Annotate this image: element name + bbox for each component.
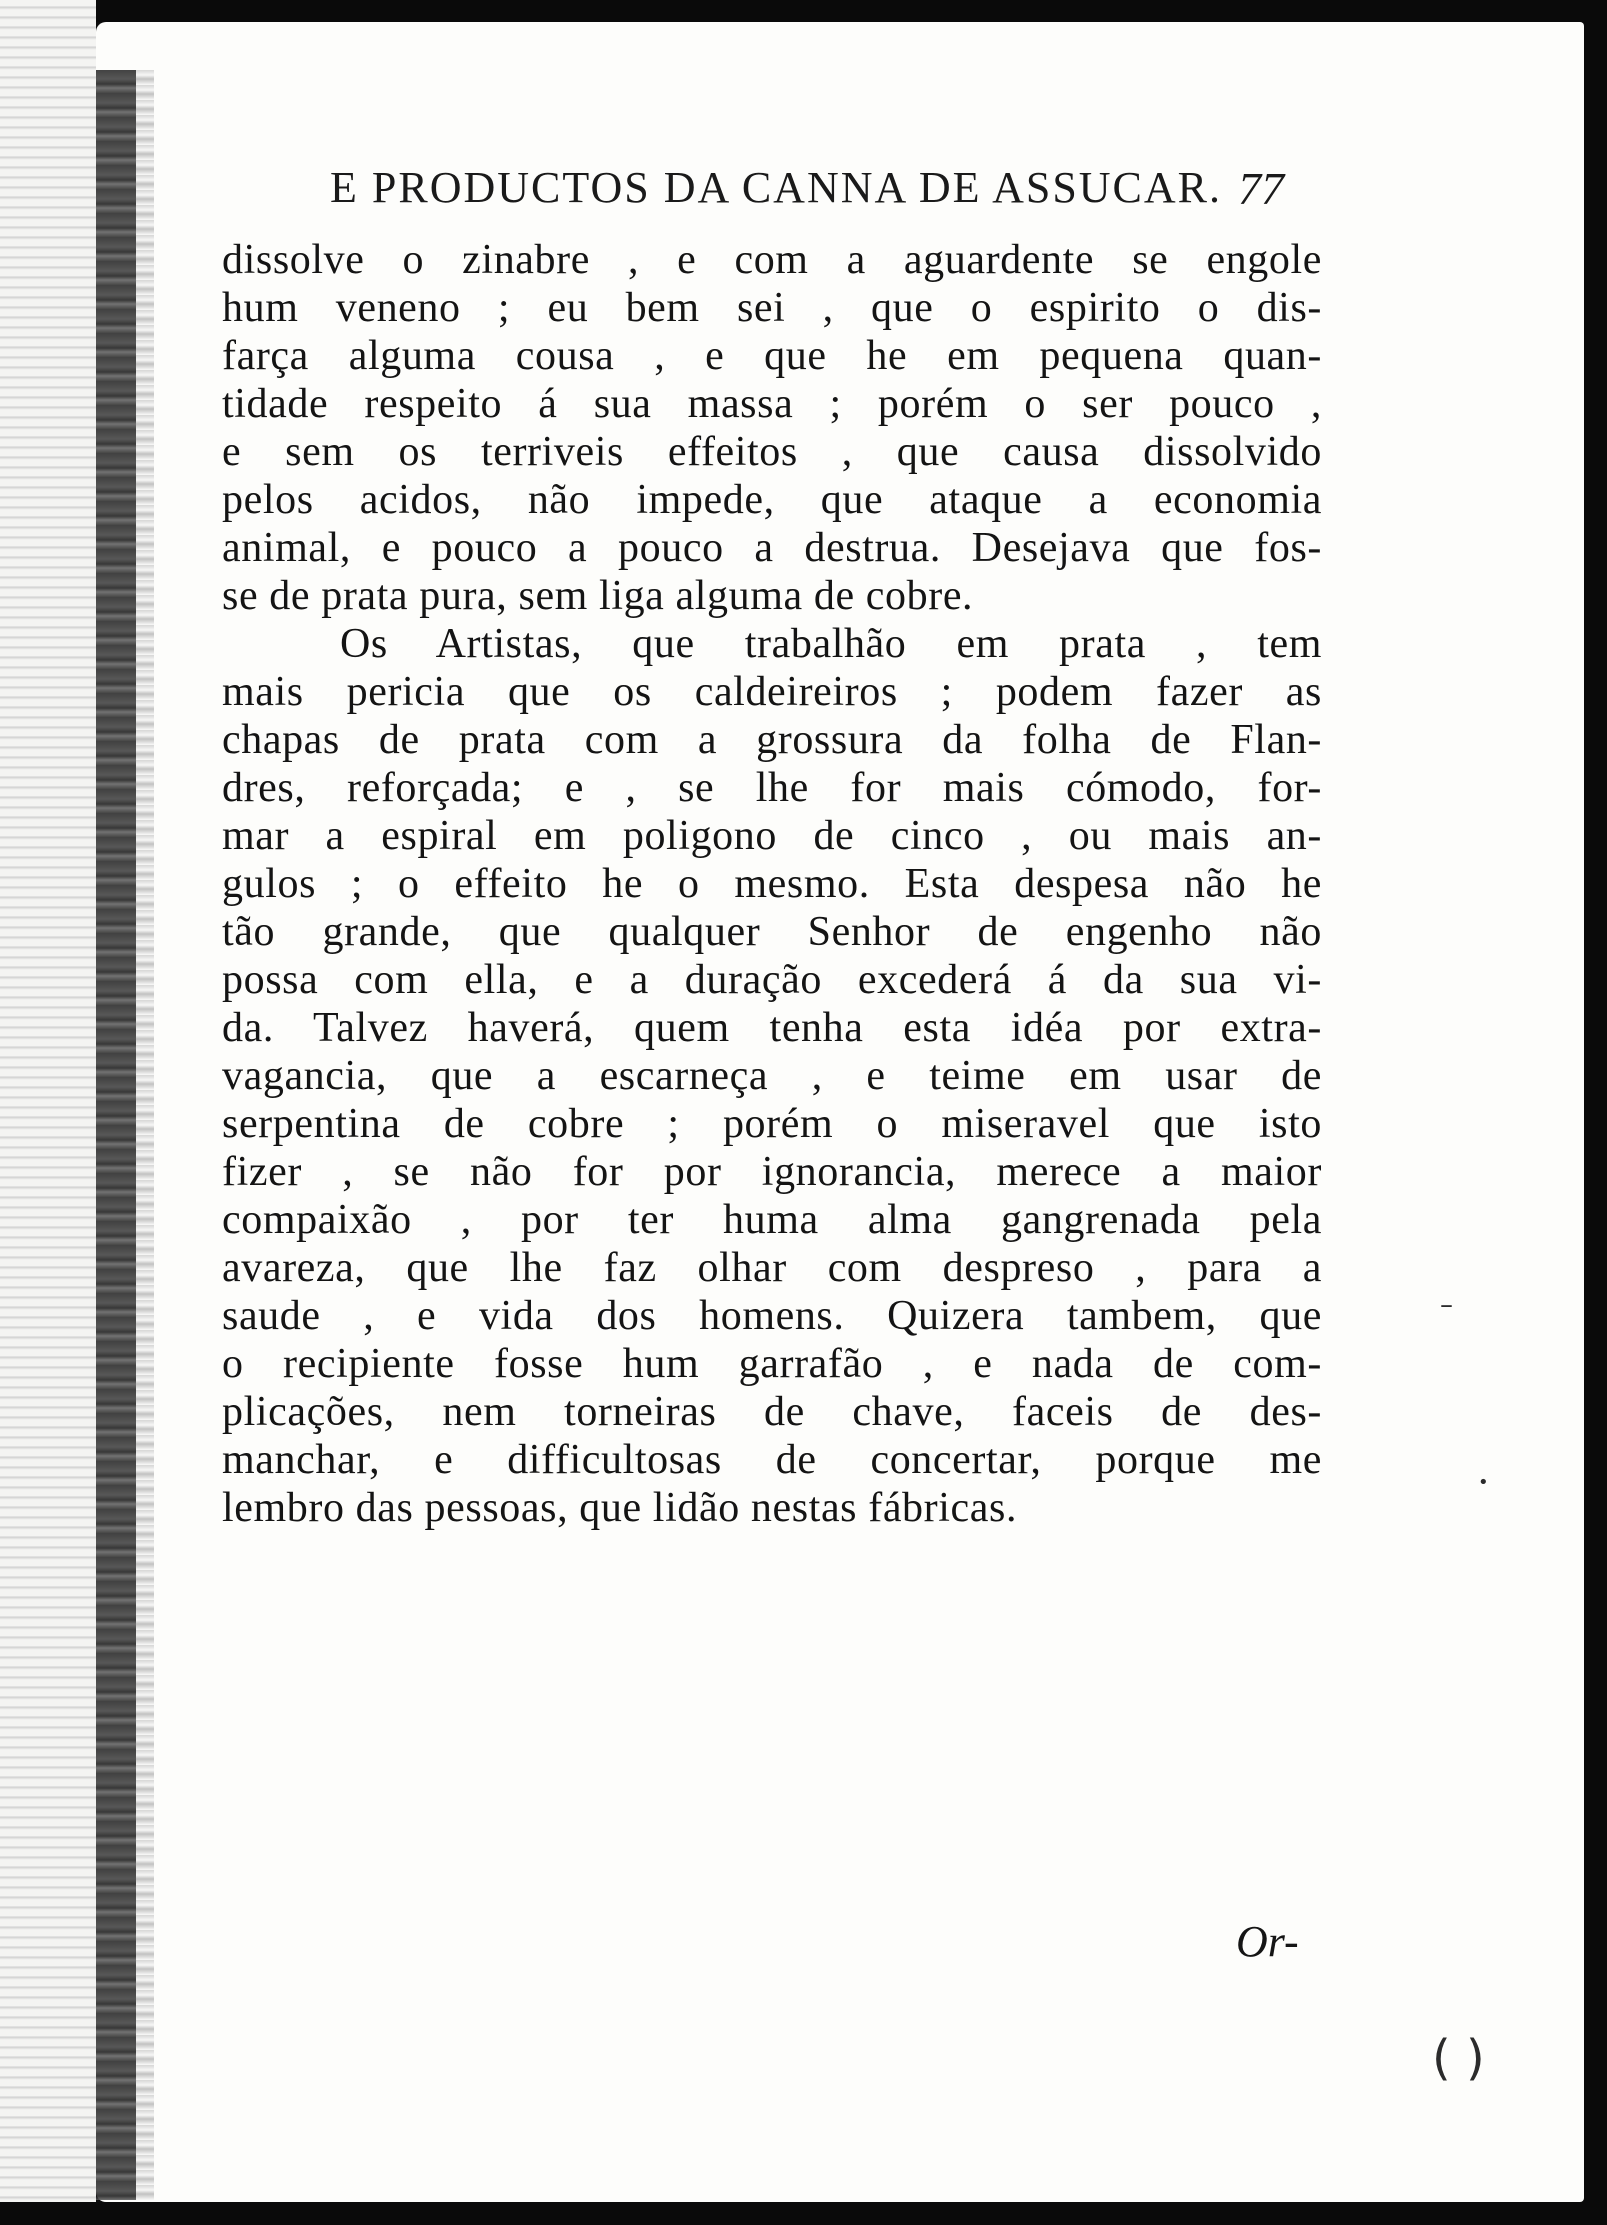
scan-top-border <box>0 0 1607 22</box>
text-line: e sem os terriveis effeitos , que causa dissolvido <box>222 429 1322 475</box>
scan-speck-mark: ( ) <box>1432 2030 1485 2086</box>
text-line: dissolve o zinabre , e com a aguardente se engole <box>222 237 1322 283</box>
scan-speck-mark: • <box>1478 1472 1489 1493</box>
catchword: Or- <box>1236 1917 1299 1966</box>
paragraph-end-line: se de prata pura, sem liga alguma de cobre. <box>222 573 974 619</box>
paragraph-start-line: Os Artistas, que trabalhão em prata , tem <box>340 621 1322 667</box>
text-line: serpentina de cobre ; porém o miseravel que isto <box>222 1101 1322 1147</box>
text-line: tidade respeito á sua massa ; porém o ser pouco , <box>222 381 1322 427</box>
text-line: mar a espiral em poligono de cinco , ou mais an- <box>222 813 1322 859</box>
text-line: plicações, nem torneiras de chave, faceis de des- <box>222 1389 1322 1435</box>
binding-gutter <box>0 0 96 2225</box>
text-line: dres, reforçada; e , se lhe for mais cómodo, for- <box>222 765 1322 811</box>
text-line: hum veneno ; eu bem sei , que o espirito o dis- <box>222 285 1322 331</box>
text-line: o recipiente fosse hum garrafão , e nada de com- <box>222 1341 1322 1387</box>
page-number: 77 <box>1238 163 1284 214</box>
text-line: animal, e pouco a pouco a destrua. Desejava que fos- <box>222 525 1322 571</box>
body-text <box>222 236 1322 1532</box>
text-line: chapas de prata com a grossura da folha de Flan- <box>222 717 1322 763</box>
text-line: tão grande, que qualquer Senhor de engenho não <box>222 909 1322 955</box>
text-line: manchar, e difficultosas de concertar, porque me <box>222 1437 1322 1483</box>
text-line: farça alguma cousa , e que he em pequena quan- <box>222 333 1322 379</box>
text-line: avareza, que lhe faz olhar com despreso , para a <box>222 1245 1322 1291</box>
scan-speck-mark: – <box>1440 1290 1453 1320</box>
paragraph-end-line: lembro das pessoas, que lidão nestas fábricas. <box>222 1485 1018 1531</box>
text-line: possa com ella, e a duração excederá á da sua vi- <box>222 957 1322 1003</box>
spine-edge <box>136 70 154 2200</box>
text-line: saude , e vida dos homens. Quizera tambem, que <box>222 1293 1322 1339</box>
text-line: da. Talvez haverá, quem tenha esta idéa por extra- <box>222 1005 1322 1051</box>
text-line: fizer , se não for por ignorancia, merece a maior <box>222 1149 1322 1195</box>
text-line: pelos acidos, não impede, que ataque a economia <box>222 477 1322 523</box>
spine-shadow <box>96 70 136 2200</box>
scan-bottom-border <box>0 2202 1607 2225</box>
scan-right-border <box>1584 0 1607 2225</box>
running-head: E PRODUCTOS DA CANNA DE ASSUCAR. <box>330 163 1223 212</box>
text-line: mais pericia que os caldeireiros ; podem fazer as <box>222 669 1322 715</box>
text-line: gulos ; o effeito he o mesmo. Esta despesa não he <box>222 861 1322 907</box>
text-line: vagancia, que a escarneça , e teime em usar de <box>222 1053 1322 1099</box>
text-line: compaixão , por ter huma alma gangrenada pela <box>222 1197 1322 1243</box>
